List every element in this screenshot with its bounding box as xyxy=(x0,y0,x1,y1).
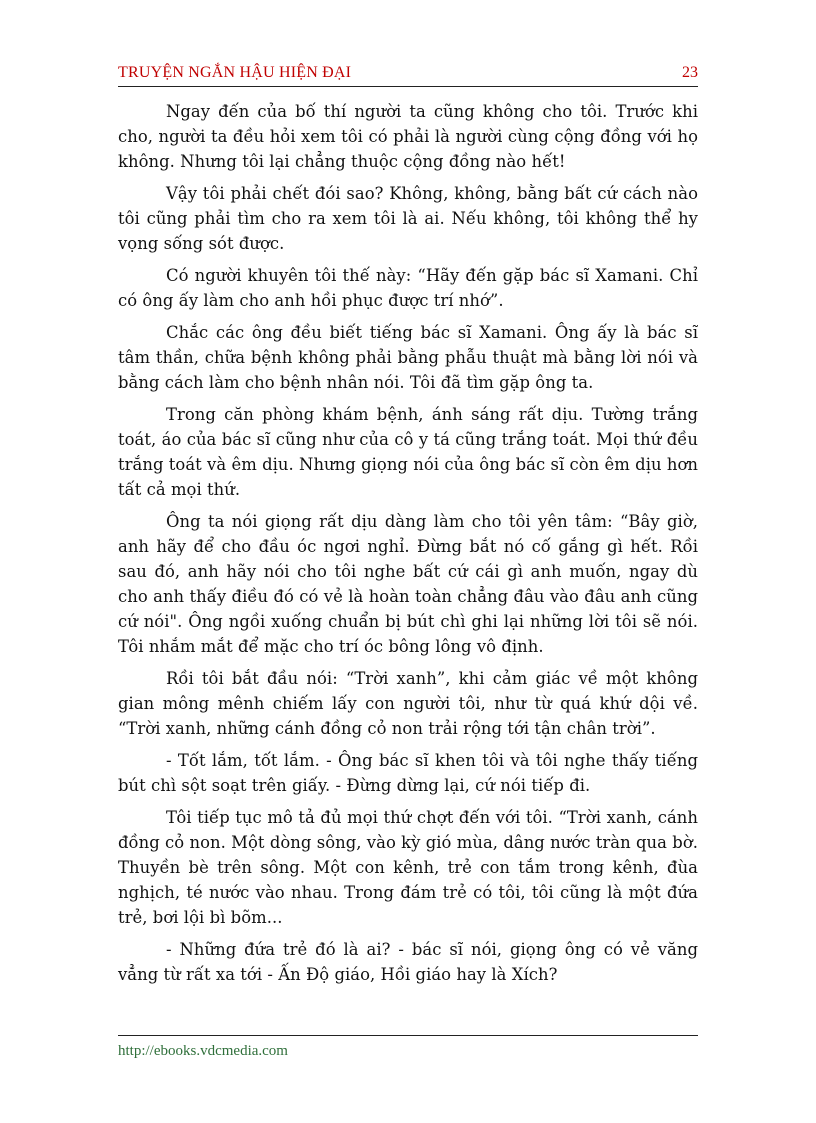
page-header xyxy=(118,62,698,86)
paragraph-3: Có người khuyên tôi thế này: “Hãy đến gặp bác sĩ Xamani. Chỉ có ông ấy làm cho anh hồi phục được trí nhớ”. xyxy=(118,266,698,310)
paragraph-1: Ngay đến của bố thí người ta cũng không cho tôi. Trước khi cho, người ta đều hỏi xem tôi có phải là người cùng cộng đồng với họ không. Nhưng tôi lại chẳng thuộc cộng đồng nào hết! xyxy=(118,102,698,171)
paragraph-7: Rồi tôi bắt đầu nói: “Trời xanh”, khi cảm giác về một không gian mông mênh chiếm lấy con người tôi, như từ quá khứ dội về. “Trời xanh, những cánh đồng cỏ non trải rộng tới tận chân trời”. xyxy=(118,669,698,738)
paragraph-9: Tôi tiếp tục mô tả đủ mọi thứ chợt đến với tôi. “Trời xanh, cánh đồng cỏ non. Một dòng sông, vào kỳ gió mùa, dâng nước tràn qua bờ. Thuyền bè trên sông. Một con kênh, trẻ con tắm trong kênh, đùa nghịch, té nước vào nhau. Trong đám trẻ có tôi, tôi cũng là một đứa trẻ, bơi lội bì bõm... xyxy=(118,808,698,927)
paragraph-10: - Những đứa trẻ đó là ai? - bác sĩ nói, giọng ông có vẻ văng vẳng từ rất xa tới - Ấn Độ giáo, Hồi giáo hay là Xích? xyxy=(118,940,698,984)
paragraph-8: - Tốt lắm, tốt lắm. - Ông bác sĩ khen tôi và tôi nghe thấy tiếng bút chì sột soạt trên giấy. - Đừng dừng lại, cứ nói tiếp đi. xyxy=(118,751,698,795)
paragraph-2: Vậy tôi phải chết đói sao? Không, không, bằng bất cứ cách nào tôi cũng phải tìm cho ra xem tôi là ai. Nếu không, tôi không thể hy vọng sống sót được. xyxy=(118,184,698,253)
paragraph-5: Trong căn phòng khám bệnh, ánh sáng rất dịu. Tường trắng toát, áo của bác sĩ cũng như của cô y tá cũng trắng toát. Mọi thứ đều trắng toát và êm dịu. Nhưng giọng nói của ông bác sĩ còn êm dịu hơn tất cả mọi thứ. xyxy=(118,405,698,499)
book-title: TRUYỆN NGẮN HẬU HIỆN ĐẠI xyxy=(118,64,352,81)
page-body xyxy=(118,99,698,994)
paragraph-4: Chắc các ông đều biết tiếng bác sĩ Xamani. Ông ấy là bác sĩ tâm thần, chữa bệnh không phải bằng phẫu thuật mà bằng lời nói và bằng cách làm cho bệnh nhân nói. Tôi đã tìm gặp ông ta. xyxy=(118,323,698,392)
page-number: 23 xyxy=(682,64,698,81)
footer-divider xyxy=(118,1035,698,1036)
paragraph-6: Ông ta nói giọng rất dịu dàng làm cho tôi yên tâm: “Bây giờ, anh hãy để cho đầu óc ngơi nghỉ. Đừng bắt nó cố gắng gì hết. Rồi sau đó, anh hãy nói cho tôi nghe bất cứ cái gì anh muốn, ngay dù cho anh thấy điều đó có vẻ là hoàn toàn chẳng đâu vào đâu anh cũng cứ nói". Ông ngồi xuống chuẩn bị bút chì ghi lại những lời tôi sẽ nói. Tôi nhắm mắt để mặc cho trí óc bông lông vô định. xyxy=(118,512,698,656)
footer-website-link[interactable]: http://ebooks.vdcmedia.com xyxy=(118,1043,288,1059)
header-divider xyxy=(118,86,698,87)
